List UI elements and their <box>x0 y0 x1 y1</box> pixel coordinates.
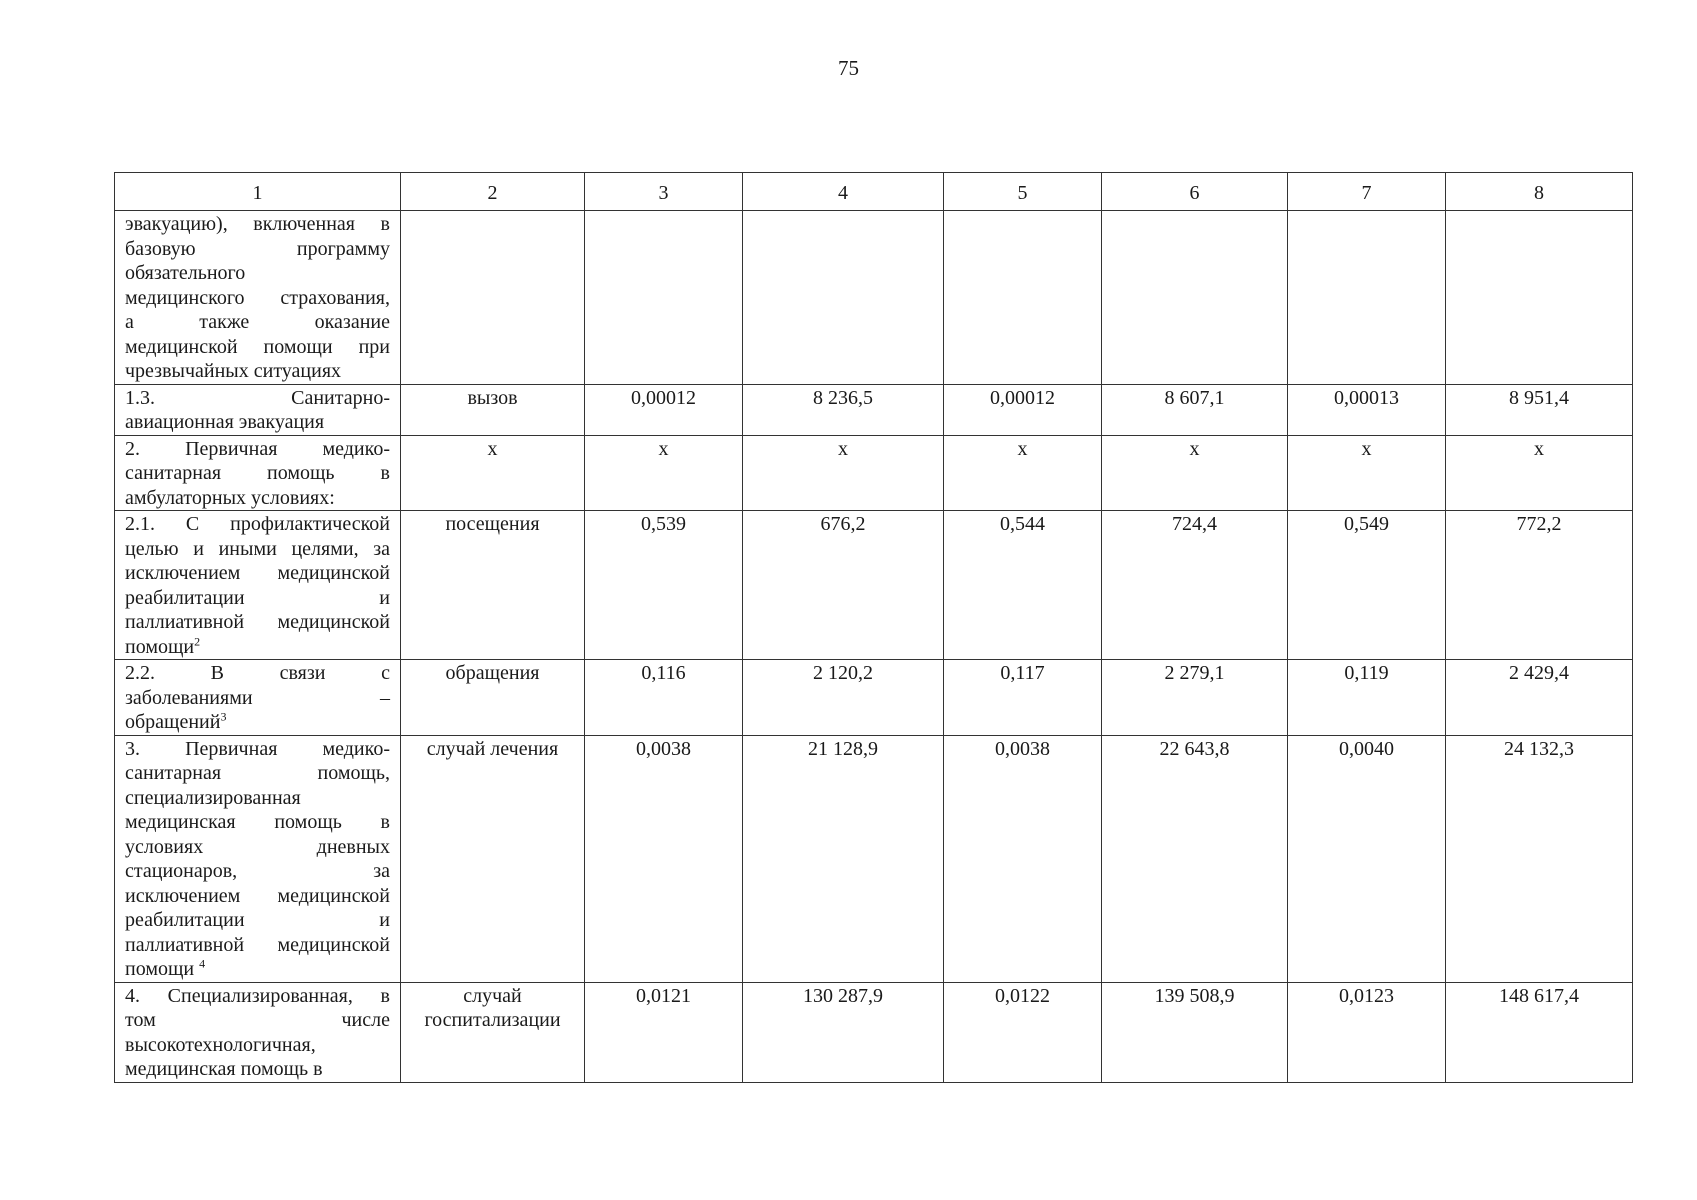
row-label-line: 4. Специализированная, в <box>125 984 390 1007</box>
row-label-line: помощи <box>125 958 200 980</box>
table-cell: 0,00012 <box>944 384 1102 435</box>
table-cell: 0,117 <box>944 660 1102 736</box>
data-table <box>114 172 1633 1083</box>
table-cell: 148 617,4 <box>1446 982 1633 1082</box>
table-cell: 8 236,5 <box>743 384 944 435</box>
row-label-line: амбулаторных условиях: <box>125 486 335 509</box>
table-cell: 724,4 <box>1102 511 1288 660</box>
table-cell <box>1288 211 1446 385</box>
table-row <box>115 660 1633 736</box>
table-cell <box>585 211 743 385</box>
row-label-line: паллиативной медицинской <box>125 933 390 956</box>
row-label-line: а также оказание <box>125 311 390 333</box>
table-cell: случай госпитализации <box>401 982 585 1082</box>
column-header: 5 <box>944 173 1102 211</box>
row-label-line: том числе <box>125 1009 390 1031</box>
table-row <box>115 982 1633 1082</box>
row-label-line: паллиативной медицинской <box>125 611 390 633</box>
column-header: 4 <box>743 173 944 211</box>
table-cell <box>743 211 944 385</box>
row-label-cell <box>115 660 401 736</box>
row-label-cell <box>115 384 401 435</box>
row-label-cell <box>115 982 401 1082</box>
table-row <box>115 511 1633 660</box>
table-cell: 0,549 <box>1288 511 1446 660</box>
table-cell: 0,0040 <box>1288 735 1446 982</box>
row-label-line: санитарная помощь, <box>125 762 390 784</box>
row-label-line: 2.1. С профилактической <box>125 513 390 535</box>
page-number: 75 <box>838 56 859 80</box>
row-label-line: авиационная эвакуация <box>125 411 325 433</box>
row-label-cell <box>115 735 401 982</box>
row-label-cell <box>115 211 401 385</box>
row-label-line: 3. Первичная медико- <box>125 737 390 760</box>
table-cell: 24 132,3 <box>1446 735 1633 982</box>
table-cell: 0,0121 <box>585 982 743 1082</box>
table-cell: обращения <box>401 660 585 736</box>
row-label-line: 2. Первичная медико- <box>125 437 390 460</box>
table-cell: 0,544 <box>944 511 1102 660</box>
table-cell: 0,0122 <box>944 982 1102 1082</box>
row-label-line: стационаров, за <box>125 860 390 882</box>
table-cell: 0,0038 <box>944 735 1102 982</box>
table-cell <box>401 211 585 385</box>
table-cell: посещения <box>401 511 585 660</box>
row-label-line: медицинская помощь в <box>125 811 390 833</box>
row-label-line: эвакуацию), включенная в <box>125 213 390 235</box>
row-label-line: медицинской помощи при <box>125 335 390 358</box>
table-row <box>115 435 1633 511</box>
row-label-line: реабилитации и <box>125 909 390 931</box>
table-cell: 0,0123 <box>1288 982 1446 1082</box>
table-cell: х <box>743 435 944 511</box>
footnote-ref: 3 <box>220 709 227 724</box>
row-label-line: медицинская помощь в <box>125 1058 323 1080</box>
table-cell: 139 508,9 <box>1102 982 1288 1082</box>
table-cell: вызов <box>401 384 585 435</box>
table-header-row <box>115 173 1633 211</box>
table-cell: 0,119 <box>1288 660 1446 736</box>
table-cell: 772,2 <box>1446 511 1633 660</box>
table-cell: 2 429,4 <box>1446 660 1633 736</box>
table-cell <box>1102 211 1288 385</box>
row-label-line: санитарная помощь в <box>125 462 390 484</box>
table-cell: х <box>401 435 585 511</box>
table-cell: х <box>1446 435 1633 511</box>
table-cell: 0,116 <box>585 660 743 736</box>
column-header: 3 <box>585 173 743 211</box>
table-cell: х <box>944 435 1102 511</box>
column-header: 8 <box>1446 173 1633 211</box>
row-label-line: условиях дневных <box>125 835 390 858</box>
row-label-line: базовую программу <box>125 237 390 260</box>
row-label-line: помощи <box>125 635 195 658</box>
table-cell: х <box>1102 435 1288 511</box>
table-cell <box>1446 211 1633 385</box>
table-row <box>115 735 1633 982</box>
row-label-cell <box>115 511 401 660</box>
footnote-ref: 4 <box>199 956 206 971</box>
table-cell: случай лечения <box>401 735 585 982</box>
row-label-cell <box>115 435 401 511</box>
row-label-line: заболеваниями – <box>125 686 390 709</box>
row-label-line: целью и иными целями, за <box>125 537 390 560</box>
table-cell: 0,00013 <box>1288 384 1446 435</box>
table-cell <box>944 211 1102 385</box>
row-label-line: чрезвычайных ситуациях <box>125 360 342 382</box>
table-cell: 676,2 <box>743 511 944 660</box>
table-cell: х <box>585 435 743 511</box>
row-label-line: 2.2. В связи с <box>125 662 390 684</box>
table-cell: 2 279,1 <box>1102 660 1288 736</box>
table-cell: 21 128,9 <box>743 735 944 982</box>
column-header: 7 <box>1288 173 1446 211</box>
row-label-line: высокотехнологичная, <box>125 1033 316 1056</box>
table-cell: 0,00012 <box>585 384 743 435</box>
table-cell: 0,539 <box>585 511 743 660</box>
column-header: 1 <box>115 173 401 211</box>
row-label-line: обращений <box>125 711 221 733</box>
row-label-line: специализированная <box>125 786 301 809</box>
row-label-line: медицинского страхования, <box>125 286 390 309</box>
row-label-line: 1.3. Санитарно- <box>125 386 390 409</box>
column-header: 6 <box>1102 173 1288 211</box>
column-header: 2 <box>401 173 585 211</box>
row-label-line: исключением медицинской <box>125 884 390 907</box>
table-cell: 2 120,2 <box>743 660 944 736</box>
table-cell: 22 643,8 <box>1102 735 1288 982</box>
row-label-line: исключением медицинской <box>125 562 390 584</box>
table-cell: 130 287,9 <box>743 982 944 1082</box>
table-cell: 8 607,1 <box>1102 384 1288 435</box>
table-row <box>115 384 1633 435</box>
table-row <box>115 211 1633 385</box>
table-cell: 0,0038 <box>585 735 743 982</box>
table-cell: 8 951,4 <box>1446 384 1633 435</box>
table-cell: х <box>1288 435 1446 511</box>
row-label-line: обязательного <box>125 262 246 284</box>
footnote-ref: 2 <box>194 633 201 648</box>
row-label-line: реабилитации и <box>125 586 390 609</box>
table-body <box>115 173 1633 1083</box>
